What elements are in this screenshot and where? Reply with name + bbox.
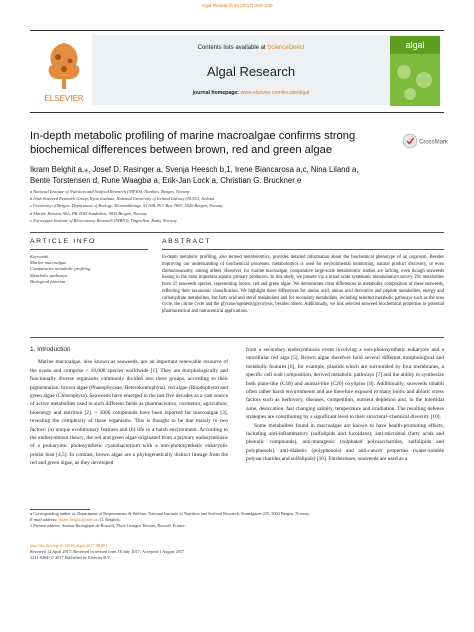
keywords-label: Keywords: bbox=[30, 254, 50, 259]
journal-homepage bbox=[96, 90, 406, 96]
introduction-heading: 1. Introduction bbox=[30, 346, 71, 353]
affiliation-d: d Marine Harvest ASA, PB 4102 Sandviken, 5835 Bergen, Norway bbox=[30, 210, 148, 216]
intro-paragraph-1-cont: from a secondary endosymbiosis event involving a non-photosynthetic eukaryote and a unicellular red alga [5]. Brown algae therefore hold several different morphological and metabolic features [6], for example, plastids which are surrounded by four membranes, a specific cell wall composition, derived metabolic pathways [7] and the ability to synthesize both plant-like (C18) and animal-like (C20) oxylipins [8]. Additionally, seaweeds inhabit often rather harsh environments and are therefore exposed to many biotic and abiotic stress factors such as herbivory, diseases, competition, nutrient depletion and, in the intertidal zone, desiccation, fast changing salinity, temperature and irradiation. The resulting defense strategies are contributing by a significant level to their structural–chemical diversity [10]. bbox=[246, 347, 444, 421]
journal-title: Algal Research bbox=[206, 64, 296, 79]
elsevier-wordmark: ELSEVIER bbox=[44, 94, 84, 103]
footnote-rule bbox=[30, 509, 90, 510]
homepage-url[interactable]: www.elsevier.com/locate/algal bbox=[240, 90, 310, 96]
header-rule bbox=[30, 112, 444, 113]
article-info-rule bbox=[30, 249, 148, 250]
crossmark-label: CrossMark bbox=[419, 139, 449, 146]
top-rule bbox=[30, 30, 444, 31]
email-link[interactable]: ikram.belghit@nifes.no bbox=[58, 517, 100, 523]
cover-title: algal bbox=[405, 40, 425, 50]
affiliations bbox=[30, 188, 444, 224]
affiliation-b: b Irish Seaweed Research Group, Ryan Institute, National University of Ireland Galway (NUIG), Ireland bbox=[30, 196, 215, 202]
sciencedirect-link[interactable]: ScienceDirect bbox=[267, 45, 305, 51]
keyword-item: Comparative metabolic profiling bbox=[30, 266, 91, 272]
abstract-heading: ABSTRACT bbox=[162, 238, 212, 245]
contents-prefix: Contents lists available at bbox=[197, 45, 268, 51]
present-address-note: 1 Present address: Station Biologique de Roscoff, Place Georges Teissier, Roscoff, France. bbox=[30, 523, 186, 529]
intro-paragraph-1: Marine macroalgae, also known as seaweeds, are an important renewable resource of the ocean and comprise > 10,000 species worldwide [1]. They are morphologically and functionally diverse organisms commonly divided into three groups, according to their pigmentation: brown algae (Phaeophyceae, Heterokontophyta), red algae (Rhodophyta) and green algae (Chlorophyta). Seaweeds have emerged in the last five decades as a vast source of active metabolites used in such different fields as pharmaceutics, cosmetics, agriculture, bioenergy and nutrition [2]. > 3000 compounds have been reported for macroalgae [3], revealing the complexity of these organisms. This is thought to be due mainly to two factors: (a) unique evolutionary features and (b) life in a harsh environment. According to the endosymbiont theory, the red and green algae originated from a primary endosymbiosis of a prokaryotic photosynthetic cyanobacterium with a non-photosynthetic eukaryotic protist host [4,5]. In contrast, brown algae are a phylogenetically distinct lineage from the red and green algae, as they developed bbox=[30, 359, 228, 467]
keywords-block bbox=[30, 254, 148, 285]
authors-line-2: Bente Torstensen d, Rune Waagbø a, Erik-Jan Lock a, Christian G. Bruckner e bbox=[30, 176, 302, 185]
issn-copyright: 2211-9264/ © 2017 Published by Elsevier B.V. bbox=[30, 555, 111, 561]
abstract-text: In-depth metabolic profiling, also termed metabolomics, provides detailed information about the biochemical phenotype of an organism. Besides improving our understanding of biochemical processes, metabolomics is used for environmental monitoring, natural product discovery, or even chemotaxonomy, among others. However, for marine macroalgae, comparative large-scale metabolomic studies are lacking, even though seaweeds belong to the most important aquatic primary producers. In this study, we present via a broad scale systematic metabolomics survey 391 metabolites from 21 seaweeds species, representing brown, red and green algae. We demonstrate clear differences in metabolite composition of these seaweeds, reflecting their taxonomic classification. We highlight these differences for amino acid, amino acid derivative and peptide metabolites, energy and carbohydrate metabolites, but fatty acid and sterol metabolites and for secondary metabolites, including selected metabolic pathways such as the urea cycle, the citrate cycle and the glycone/ogenesis/glycolysis, besides others. Additionally, we link selected seaweed biochemical properties to potential pharmaceutical and nutraceutical applications. bbox=[162, 255, 444, 314]
article-title bbox=[30, 129, 390, 157]
article-info-heading: ARTICLE INFO bbox=[30, 238, 96, 245]
authors-rule bbox=[30, 232, 444, 233]
abstract-rule bbox=[162, 249, 444, 250]
email-suffix: (I. Belghit). bbox=[99, 517, 121, 523]
journal-citation: Algal Research 26 (2017) 240–249 bbox=[201, 3, 273, 8]
left-column bbox=[30, 346, 228, 468]
author-list bbox=[30, 164, 444, 186]
corresponding-author-note: ⁎ Corresponding author at: Department of Requirements & Welfare, National Institute of Nutrition and Seafood Research, Strandgaten 229, 5004 Bergen, Norway. bbox=[30, 511, 310, 516]
crossmark-badge[interactable] bbox=[402, 131, 449, 151]
keyword-item: Marine macroalgae bbox=[30, 260, 67, 266]
abstract-bottom-rule bbox=[30, 337, 444, 338]
authors-line-1: Ikram Belghit a,⁎, Josef D. Rasinger a, Svenja Heesch b,1, Irene Biancarosa a,c, Nina Liland a, bbox=[30, 165, 359, 174]
affiliation-c: c University of Bergen, Department of Biology, ThormøhIensgt. 53 A/B, P.O. Box 7803, 5020 Bergen, Norway bbox=[30, 203, 224, 209]
affiliation-e: e Norwegian Institute of Bioeconomy Research (NIBIO), Tingvollvn. Bodø, Norway bbox=[30, 217, 177, 223]
journal-cover-thumbnail bbox=[390, 36, 440, 106]
affiliation-a: a National Institute of Nutrition and Seafood Research (NIFES), Nordnes, Bergen, Norway bbox=[30, 189, 190, 194]
title-line-1: In-depth metabolic profiling of marine macroalgae confirms strong bbox=[30, 130, 356, 142]
doi-link[interactable]: http://dx.doi.org/10.1016/j.algal.2017.08.001 bbox=[30, 543, 108, 548]
elsevier-logo bbox=[36, 35, 92, 105]
keyword-item: Biological function bbox=[30, 278, 66, 284]
title-line-2: biochemical differences between brown, red and green algae bbox=[30, 144, 333, 156]
contents-line bbox=[96, 45, 406, 51]
keyword-item: Metabolic pathways bbox=[30, 272, 68, 278]
footnotes bbox=[30, 511, 444, 529]
intro-paragraph-2: Some metabolites found in macroalgae are known to have health-promoting effects, including anti-inflammatory (sulfolipids and fucoidans), anti-microbial (fatty acids and phenolic compounds), anti-mutagenic (sulphated polysaccharides, sulfolipids and polyphenols), anti-diabetic (polyphenols) and anti-cancer properties (water-soluble polysaccharides and sulfolipids) [10]. Furthermore, seaweeds are used as a bbox=[246, 422, 444, 463]
homepage-label: journal homepage: bbox=[192, 90, 241, 96]
received-dates: Received 12 April 2017; Received in revised form 18 July 2017; Accepted 1 August 2017 bbox=[30, 549, 185, 555]
article-meta bbox=[30, 543, 444, 561]
right-column bbox=[246, 346, 444, 464]
email-label: E-mail address: bbox=[30, 517, 59, 523]
